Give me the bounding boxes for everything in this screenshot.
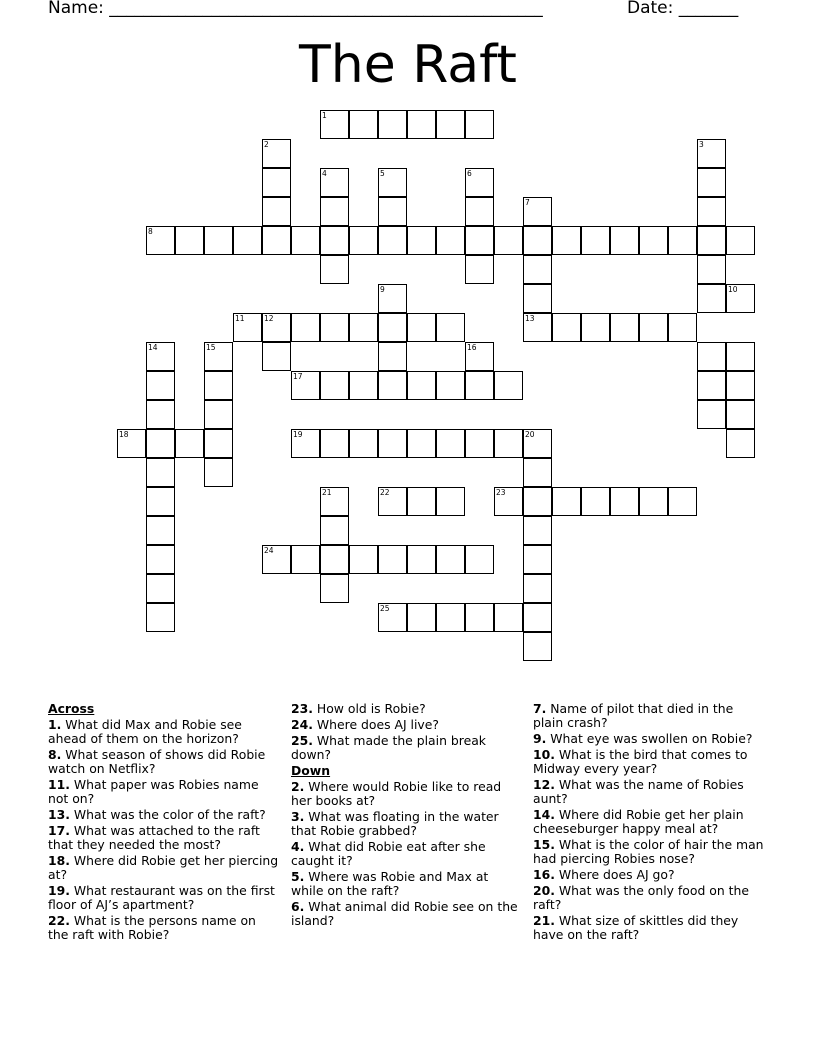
clue-item — [48, 824, 280, 852]
clue-item-number: 5. — [291, 869, 305, 884]
clue-item-number: 15. — [533, 837, 555, 852]
across-clue-list — [48, 718, 280, 942]
grid-cell[interactable] — [349, 226, 378, 255]
grid-cell[interactable] — [465, 226, 494, 255]
grid-cell[interactable] — [436, 313, 465, 342]
clue-item-text: What paper was Robies name not on? — [48, 777, 259, 806]
grid-cell[interactable] — [494, 226, 523, 255]
clue-item — [291, 840, 523, 868]
clue-item-text: What restaurant was on the first floor of AJ’s apartment? — [48, 883, 275, 912]
clue-item-number: 14. — [533, 807, 555, 822]
grid-cell[interactable] — [465, 255, 494, 284]
grid-cell[interactable] — [494, 429, 523, 458]
clue-number: 5 — [380, 169, 385, 178]
clue-item — [48, 718, 280, 746]
clue-item-text: What made the plain break down? — [291, 733, 486, 762]
clue-item-number: 13. — [48, 807, 70, 822]
grid-cell[interactable] — [320, 487, 349, 516]
grid-cell[interactable] — [378, 226, 407, 255]
grid-cell[interactable] — [146, 226, 175, 255]
grid-cell[interactable] — [465, 342, 494, 371]
grid-cell[interactable] — [610, 487, 639, 516]
clue-item-number: 3. — [291, 809, 305, 824]
grid-cell[interactable] — [465, 545, 494, 574]
grid-cell[interactable] — [175, 226, 204, 255]
grid-cell[interactable] — [726, 429, 755, 458]
grid-cell[interactable] — [436, 226, 465, 255]
grid-cell[interactable] — [610, 226, 639, 255]
grid-cell[interactable] — [320, 516, 349, 545]
grid-cell[interactable] — [407, 226, 436, 255]
grid-cell[interactable] — [233, 313, 262, 342]
clue-item — [291, 780, 523, 808]
clue-number: 17 — [293, 372, 303, 381]
grid-cell[interactable] — [407, 545, 436, 574]
clue-item — [533, 808, 765, 836]
grid-cell[interactable] — [465, 603, 494, 632]
grid-cell[interactable] — [407, 110, 436, 139]
clue-item-text: Where would Robie like to read her books at? — [291, 779, 502, 808]
grid-cell[interactable] — [204, 458, 233, 487]
grid-cell[interactable] — [320, 255, 349, 284]
grid-cell[interactable] — [291, 429, 320, 458]
grid-cell[interactable] — [146, 371, 175, 400]
grid-cell[interactable] — [407, 313, 436, 342]
clue-number: 6 — [467, 169, 472, 178]
clue-item — [533, 732, 765, 746]
clue-item-text: What was floating in the water that Robie grabbed? — [291, 809, 499, 838]
grid-cell[interactable] — [552, 487, 581, 516]
clue-item — [48, 778, 280, 806]
clue-item-text: How old is Robie? — [312, 701, 426, 716]
clue-item-number: 9. — [533, 731, 547, 746]
grid-cell[interactable] — [349, 313, 378, 342]
clue-number: 24 — [264, 546, 274, 555]
grid-cell[interactable] — [494, 487, 523, 516]
grid-cell[interactable] — [523, 574, 552, 603]
clue-item-number: 10. — [533, 747, 555, 762]
clue-number: 12 — [264, 314, 274, 323]
grid-cell[interactable] — [407, 603, 436, 632]
grid-cell[interactable] — [436, 603, 465, 632]
clue-number: 18 — [119, 430, 129, 439]
clue-item — [291, 734, 523, 762]
grid-cell[interactable] — [262, 545, 291, 574]
clue-item — [291, 900, 523, 928]
clue-number: 15 — [206, 343, 216, 352]
grid-cell[interactable] — [523, 632, 552, 661]
clue-item-number: 1. — [48, 717, 62, 732]
grid-cell[interactable] — [378, 545, 407, 574]
grid-cell[interactable] — [523, 226, 552, 255]
date-field-label: Date: _______ — [627, 0, 739, 18]
grid-cell[interactable] — [726, 342, 755, 371]
grid-cell[interactable] — [204, 226, 233, 255]
grid-cell[interactable] — [146, 603, 175, 632]
grid-cell[interactable] — [262, 313, 291, 342]
clue-item-number: 18. — [48, 853, 70, 868]
clue-item — [291, 810, 523, 838]
clue-item-text: What did Max and Robie see ahead of them on the horizon? — [48, 717, 242, 746]
grid-cell[interactable] — [204, 371, 233, 400]
clue-item-text: What did Robie eat after she caught it? — [291, 839, 486, 868]
clue-item-number: 6. — [291, 899, 305, 914]
grid-cell[interactable] — [204, 342, 233, 371]
clue-number: 20 — [525, 430, 535, 439]
grid-cell[interactable] — [349, 110, 378, 139]
grid-cell[interactable] — [697, 400, 726, 429]
grid-cell[interactable] — [407, 429, 436, 458]
grid-cell[interactable] — [262, 197, 291, 226]
down-clue-list — [291, 780, 523, 928]
clue-item-number: 22. — [48, 913, 70, 928]
clue-item — [48, 914, 280, 942]
grid-cell[interactable] — [465, 429, 494, 458]
clue-item-number: 20. — [533, 883, 555, 898]
clue-number: 23 — [496, 488, 506, 497]
clue-number: 22 — [380, 488, 390, 497]
grid-cell[interactable] — [204, 429, 233, 458]
clue-column-1 — [48, 702, 280, 944]
clue-item-text: Where did Robie get her piercing at? — [48, 853, 279, 882]
grid-cell[interactable] — [378, 284, 407, 313]
grid-cell[interactable] — [349, 429, 378, 458]
grid-cell[interactable] — [523, 313, 552, 342]
grid-cell[interactable] — [117, 429, 146, 458]
down-heading: Down — [291, 763, 331, 778]
clue-item-number: 17. — [48, 823, 70, 838]
clue-item-number: 11. — [48, 777, 70, 792]
grid-cell[interactable] — [407, 487, 436, 516]
grid-cell[interactable] — [523, 545, 552, 574]
clue-item-number: 16. — [533, 867, 555, 882]
grid-cell[interactable] — [291, 371, 320, 400]
clue-item-number: 2. — [291, 779, 305, 794]
grid-cell[interactable] — [262, 226, 291, 255]
grid-cell[interactable] — [320, 371, 349, 400]
clue-item — [48, 748, 280, 776]
grid-cell[interactable] — [320, 168, 349, 197]
grid-cell[interactable] — [233, 226, 262, 255]
grid-cell[interactable] — [320, 429, 349, 458]
clue-number: 19 — [293, 430, 303, 439]
grid-cell[interactable] — [378, 342, 407, 371]
grid-cell[interactable] — [320, 574, 349, 603]
grid-cell[interactable] — [291, 313, 320, 342]
clue-number: 11 — [235, 314, 245, 323]
grid-cell[interactable] — [552, 226, 581, 255]
clue-number: 25 — [380, 604, 390, 613]
clue-item — [291, 870, 523, 898]
grid-cell[interactable] — [146, 545, 175, 574]
clue-item-text: What was the color of the raft? — [69, 807, 266, 822]
grid-cell[interactable] — [465, 197, 494, 226]
grid-cell[interactable] — [494, 371, 523, 400]
clue-number: 4 — [322, 169, 327, 178]
grid-cell[interactable] — [291, 545, 320, 574]
grid-cell[interactable] — [726, 400, 755, 429]
grid-cell[interactable] — [320, 110, 349, 139]
clue-item-text: What season of shows did Robie watch on Netflix? — [48, 747, 266, 776]
grid-cell[interactable] — [697, 371, 726, 400]
grid-cell[interactable] — [668, 487, 697, 516]
grid-cell[interactable] — [349, 545, 378, 574]
clue-item-text: What is the bird that comes to Midway every year? — [533, 747, 748, 776]
clue-number: 10 — [728, 285, 738, 294]
grid-cell[interactable] — [204, 400, 233, 429]
clue-item-text: What was attached to the raft that they needed the most? — [48, 823, 260, 852]
grid-cell[interactable] — [378, 371, 407, 400]
across-clue-list-continued — [291, 702, 523, 762]
grid-cell[interactable] — [175, 429, 204, 458]
clue-item-number: 24. — [291, 717, 313, 732]
clue-item-text: Name of pilot that died in the plain crash? — [533, 701, 734, 730]
grid-cell[interactable] — [262, 342, 291, 371]
clue-number: 16 — [467, 343, 477, 352]
clue-item-text: What size of skittles did they have on the raft? — [533, 913, 739, 942]
clue-column-2 — [291, 702, 523, 930]
clue-item — [533, 748, 765, 776]
grid-cell[interactable] — [668, 313, 697, 342]
grid-cell[interactable] — [262, 139, 291, 168]
clue-item — [48, 808, 280, 822]
grid-cell[interactable] — [726, 226, 755, 255]
puzzle-title: The Raft — [299, 35, 517, 95]
grid-cell[interactable] — [320, 545, 349, 574]
clue-item-number: 7. — [533, 701, 547, 716]
grid-cell[interactable] — [726, 284, 755, 313]
clue-item-number: 4. — [291, 839, 305, 854]
clue-item — [533, 884, 765, 912]
clue-item — [533, 868, 765, 882]
grid-cell[interactable] — [146, 487, 175, 516]
clue-item — [533, 778, 765, 806]
grid-cell[interactable] — [146, 429, 175, 458]
clue-item — [533, 914, 765, 942]
grid-cell[interactable] — [697, 226, 726, 255]
grid-cell[interactable] — [581, 226, 610, 255]
grid-cell[interactable] — [378, 487, 407, 516]
grid-cell[interactable] — [407, 371, 436, 400]
clue-item-text: Where does AJ live? — [312, 717, 439, 732]
grid-cell[interactable] — [320, 197, 349, 226]
name-field-label: Name: ___________________________________________________ — [48, 0, 543, 18]
grid-cell[interactable] — [378, 603, 407, 632]
grid-cell[interactable] — [436, 487, 465, 516]
grid-cell[interactable] — [320, 226, 349, 255]
clue-item-text: What animal did Robie see on the island? — [291, 899, 518, 928]
grid-cell[interactable] — [465, 371, 494, 400]
grid-cell[interactable] — [436, 429, 465, 458]
clue-item — [48, 884, 280, 912]
clue-item-text: What is the color of hair the man had piercing Robies nose? — [533, 837, 764, 866]
grid-cell[interactable] — [146, 400, 175, 429]
clue-item — [533, 702, 765, 730]
clue-item-text: Where was Robie and Max at while on the raft? — [291, 869, 489, 898]
grid-cell[interactable] — [523, 487, 552, 516]
grid-cell[interactable] — [523, 458, 552, 487]
clue-number: 13 — [525, 314, 535, 323]
grid-cell[interactable] — [436, 110, 465, 139]
grid-cell[interactable] — [262, 168, 291, 197]
grid-cell[interactable] — [378, 197, 407, 226]
grid-cell[interactable] — [523, 429, 552, 458]
grid-cell[interactable] — [523, 603, 552, 632]
grid-cell[interactable] — [436, 545, 465, 574]
grid-cell[interactable] — [552, 313, 581, 342]
grid-cell[interactable] — [291, 226, 320, 255]
grid-cell[interactable] — [523, 255, 552, 284]
clue-item-text: What was the only food on the raft? — [533, 883, 749, 912]
grid-cell[interactable] — [320, 313, 349, 342]
clue-item — [291, 702, 523, 716]
grid-cell[interactable] — [697, 168, 726, 197]
grid-cell[interactable] — [465, 110, 494, 139]
grid-cell[interactable] — [146, 458, 175, 487]
clue-number: 1 — [322, 111, 327, 120]
clue-item-text: Where did Robie get her plain cheeseburger happy meal at? — [533, 807, 744, 836]
clue-item-text: What is the persons name on the raft with Robie? — [48, 913, 256, 942]
grid-cell[interactable] — [436, 371, 465, 400]
grid-cell[interactable] — [378, 313, 407, 342]
clue-item-number: 21. — [533, 913, 555, 928]
clue-number: 2 — [264, 140, 269, 149]
grid-cell[interactable] — [697, 342, 726, 371]
grid-cell[interactable] — [697, 197, 726, 226]
grid-cell[interactable] — [523, 284, 552, 313]
clue-column-3 — [533, 702, 765, 944]
clue-number: 8 — [148, 227, 153, 236]
clue-item — [533, 838, 765, 866]
grid-cell[interactable] — [639, 226, 668, 255]
clue-item-number: 8. — [48, 747, 62, 762]
clue-item-text: What was the name of Robies aunt? — [533, 777, 744, 806]
grid-cell[interactable] — [378, 110, 407, 139]
grid-cell[interactable] — [610, 313, 639, 342]
grid-cell[interactable] — [639, 487, 668, 516]
grid-cell[interactable] — [146, 516, 175, 545]
grid-cell[interactable] — [465, 168, 494, 197]
grid-cell[interactable] — [697, 284, 726, 313]
clue-number: 14 — [148, 343, 158, 352]
clue-item-text: What eye was swollen on Robie? — [546, 731, 753, 746]
down-clue-list-continued — [533, 702, 765, 942]
grid-cell[interactable] — [349, 371, 378, 400]
grid-cell[interactable] — [378, 429, 407, 458]
clue-item-text: Where does AJ go? — [554, 867, 675, 882]
grid-cell[interactable] — [494, 603, 523, 632]
clue-number: 7 — [525, 198, 530, 207]
grid-cell[interactable] — [697, 255, 726, 284]
clue-number: 21 — [322, 488, 332, 497]
clue-item-number: 19. — [48, 883, 70, 898]
grid-cell[interactable] — [378, 168, 407, 197]
clue-number: 9 — [380, 285, 385, 294]
across-heading: Across — [48, 701, 95, 716]
grid-cell[interactable] — [523, 516, 552, 545]
clue-number: 3 — [699, 140, 704, 149]
clue-item-number: 25. — [291, 733, 313, 748]
grid-cell[interactable] — [146, 574, 175, 603]
clue-item — [48, 854, 280, 882]
grid-cell[interactable] — [581, 487, 610, 516]
clue-item — [291, 718, 523, 732]
clue-item-number: 23. — [291, 701, 313, 716]
grid-cell[interactable] — [726, 371, 755, 400]
clue-item-number: 12. — [533, 777, 555, 792]
grid-cell[interactable] — [523, 197, 552, 226]
grid-cell[interactable] — [146, 342, 175, 371]
grid-cell[interactable] — [668, 226, 697, 255]
grid-cell[interactable] — [697, 139, 726, 168]
grid-cell[interactable] — [581, 313, 610, 342]
grid-cell[interactable] — [639, 313, 668, 342]
